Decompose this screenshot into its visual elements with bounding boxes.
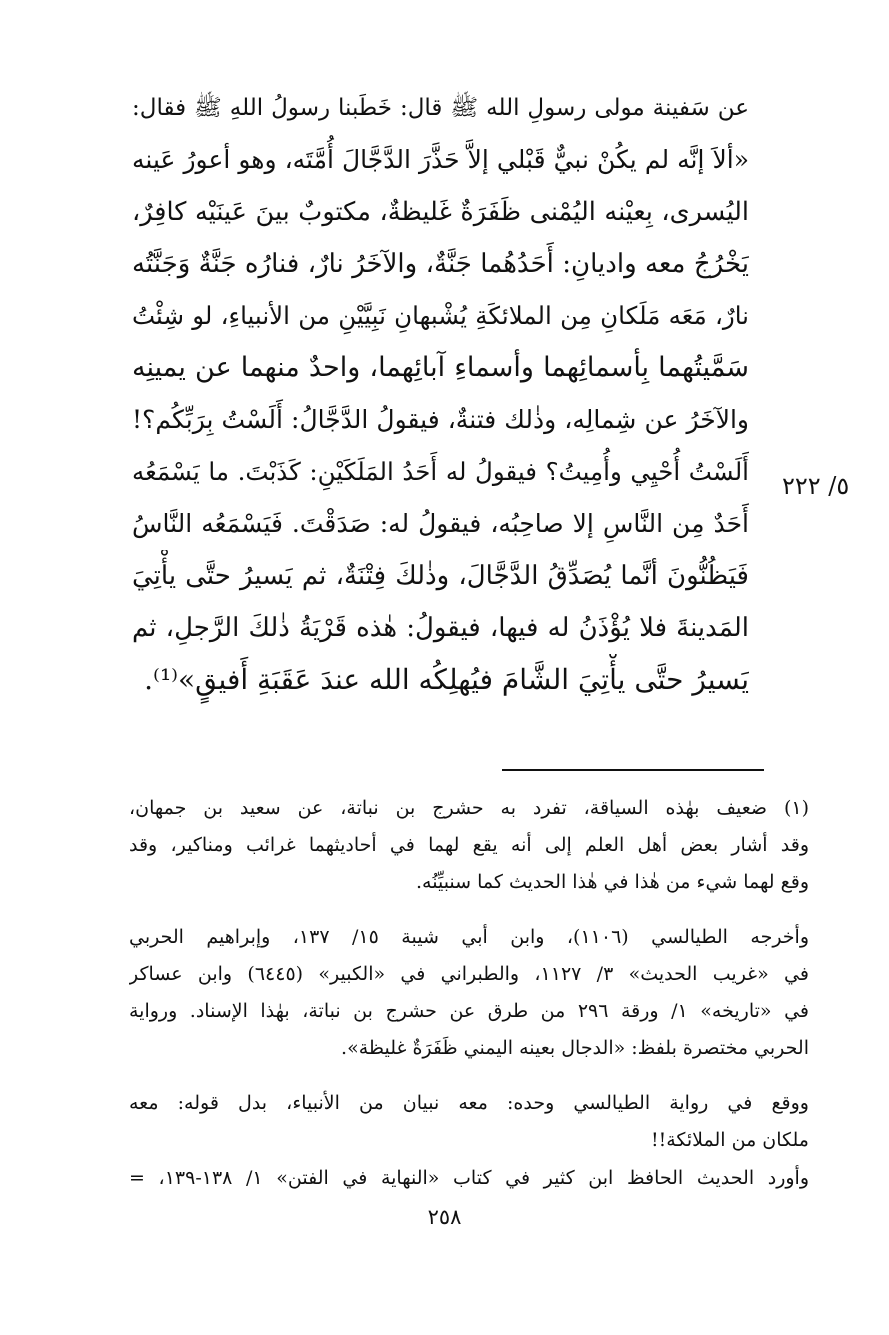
main-text-line: سَمَّيتُهما بِأسمائِهما وأسماءِ آبائِهما، واحدٌ منهما عن يمينِه bbox=[132, 352, 749, 383]
main-text-line: عن سَفينة مولى رسولِ الله ﷺ قال: خَطَبنا رسولُ اللهِ ﷺ فقال: bbox=[132, 95, 749, 121]
footnote-line: في «غريب الحديث» ٣/ ١١٢٧، والطبراني في «الكبير» (٦٤٤٥) وابن عساكر bbox=[129, 963, 809, 985]
footnote-separator bbox=[502, 769, 764, 771]
footnote-line: وقع لهما شيء من هٰذا في هٰذا الحديث كما سنبيِّنُه. bbox=[416, 871, 809, 893]
main-text-line: أَلَسْتُ أُحْيِي وأُمِيتُ؟ فيقولُ له أَحَدُ المَلَكَيْنِ: كَذَبْتَ. ما يَسْمَعُه bbox=[132, 457, 749, 486]
main-text-line: «ألاَ إنَّه لم يكُنْ نبيٌّ قَبْلي إلاَّ حَذَّرَ الدَّجَّالَ أُمَّتَه، وهو أعورُ عَينه bbox=[132, 145, 749, 174]
main-text-line: نارٌ، مَعَه مَلَكانِ مِن الملائكَةِ يُشْبهانِ نَبِيَّيْنِ من الأنبياءِ، لو شِئْتُ bbox=[132, 301, 749, 330]
footnote-line: وأورد الحديث الحافظ ابن كثير في كتاب «النهاية في الفتن» ١/ ١٣٨-١٣٩، = bbox=[129, 1167, 809, 1189]
main-text-line: المَدينةَ فلا يُؤْذَنُ له فيها، فيقولُ: هٰذه قَرْيَةُ ذٰلكَ الرَّجلِ، ثم bbox=[132, 613, 749, 643]
footnote-line: ملكان من الملائكة!! bbox=[650, 1129, 809, 1151]
footnote-line: في «تاريخه» ١/ ورقة ٢٩٦ من طرق عن حشرج بن نباتة، بهٰذا الإسناد. ورواية bbox=[129, 1000, 809, 1022]
footnote-line: الحربي مختصرة بلفظ: «الدجال بعينه اليمني ظَفَرَةٌ غليظة». bbox=[341, 1037, 809, 1059]
main-text-line: يَخْرُجُ معه واديانِ: أَحَدُهُما جَنَّةٌ، والآخَرُ نارٌ، فنارُه جَنَّةٌ وَجَنَّتُه bbox=[132, 249, 749, 279]
footnote-line: (١) ضعيف بهٰذه السياقة، تفرد به حشرج بن نباتة، عن سعيد بن جمهان، bbox=[129, 797, 809, 819]
main-text-line: أَحَدٌ مِن النَّاسِ إلا صاحِبُه، فيقولُ له: صَدَقْتَ. فَيَسْمَعُه النَّاسُ bbox=[132, 509, 749, 538]
margin-reference: ٥/ ٢٢٢ bbox=[782, 472, 850, 500]
footnote-line: وقد أشار بعض أهل العلم إلى أنه يقع لهما في أحاديثهما غرائب ومناكير، وقد bbox=[129, 834, 809, 856]
main-text-line: فَيَظُنُّونَ أنَّما يُصَدِّقُ الدَّجَّالَ، وذٰلكَ فِتْنَةٌ، ثم يَسيرُ حتَّى يأْتِيَ bbox=[132, 561, 749, 591]
footnote-line: ووقع في رواية الطيالسي وحده: معه نبيان من الأنبياء، بدل قوله: معه bbox=[129, 1092, 809, 1114]
page-number: ٢٥٨ bbox=[427, 1205, 462, 1229]
footnote-line: وأخرجه الطيالسي (١١٠٦)، وابن أبي شيبة ١٥/ ١٣٧، وإبراهيم الحربي bbox=[129, 926, 809, 948]
main-text-line: اليُسرى، بِعيْنه اليُمْنى ظَفَرَةٌ غَليظةٌ، مكتوبٌ بينَ عَينَيْه كافِرٌ، bbox=[132, 197, 749, 227]
main-text-line: والآخَرُ عن شِمالِه، وذٰلك فتنةٌ، فيقولُ الدَّجَّالُ: أَلَسْتُ بِرَبِّكُم؟! bbox=[132, 405, 749, 434]
main-text-line: يَسيرُ حتَّى يأْتِيَ الشَّامَ فيُهلِكُه الله عندَ عَقَبَةِ أَفيقٍ»⁽¹⁾. bbox=[144, 663, 749, 696]
